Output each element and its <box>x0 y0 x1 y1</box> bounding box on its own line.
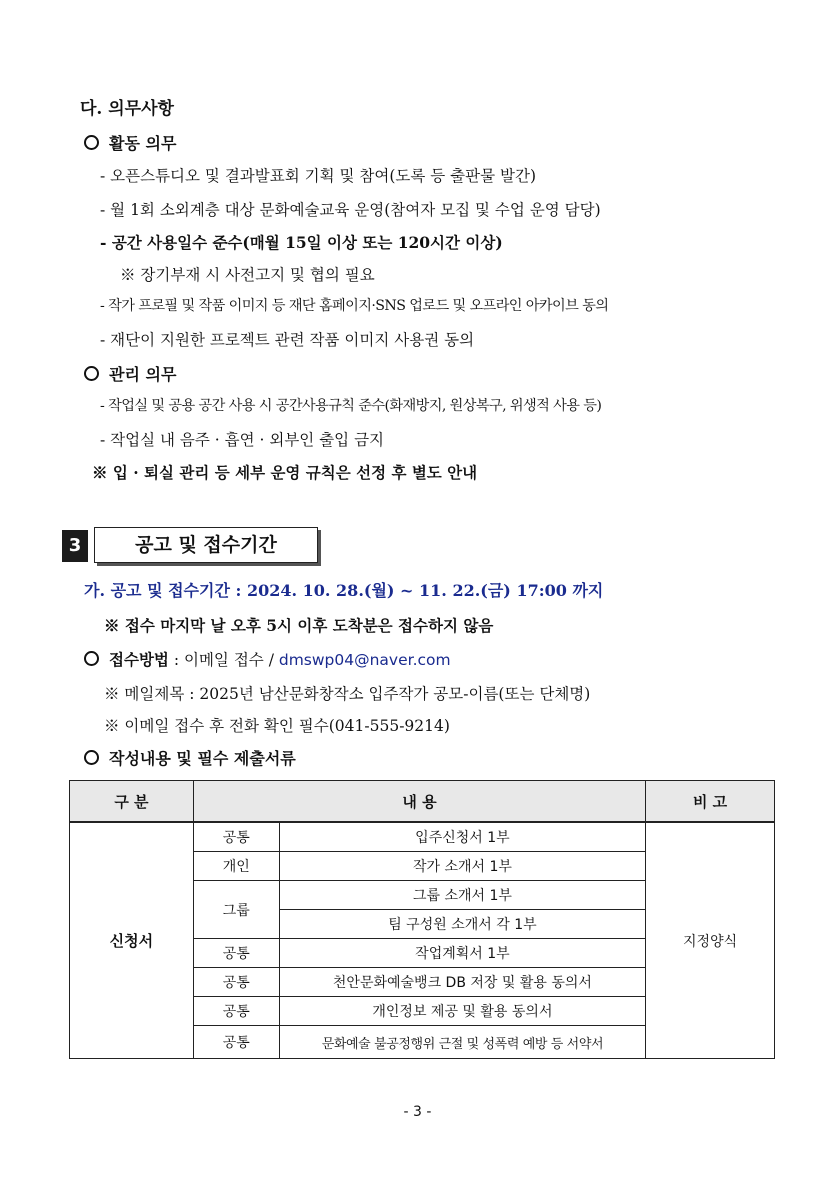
type-cell: 공통 <box>193 939 279 968</box>
activity-heading-label: 활동 의무 <box>109 134 177 153</box>
content-cell: 팀 구성원 소개서 각 1부 <box>279 910 645 939</box>
header-category: 구 분 <box>70 781 194 823</box>
management-item: - 작업실 및 공용 공간 사용 시 공간사용규칙 준수(화재방지, 원상복구, 위생적 사용 등) <box>100 398 602 414</box>
deadline-note: ※ 접수 마지막 날 오후 5시 이후 도착분은 접수하지 않음 <box>104 616 494 635</box>
activity-item: - 오픈스튜디오 및 결과발표회 기획 및 참여(도록 등 출판물 발간) <box>100 167 537 185</box>
management-heading-label: 관리 의무 <box>109 365 177 384</box>
method-label: 접수방법 <box>109 650 169 669</box>
header-remark: 비 고 <box>646 781 775 823</box>
content-cell: 작가 소개서 1부 <box>279 852 645 881</box>
documents-heading <box>84 746 296 769</box>
type-cell: 그룹 <box>193 881 279 939</box>
section-number-badge: 3 <box>62 530 88 562</box>
required-documents-table <box>69 780 775 1059</box>
type-cell: 공통 <box>193 1026 279 1059</box>
management-item: - 작업실 내 음주 · 흡연 · 외부인 출입 금지 <box>100 431 385 449</box>
activity-note: ※ 장기부재 시 사전고지 및 협의 필요 <box>120 266 375 284</box>
table-row <box>70 822 775 852</box>
content-cell: 문화예술 불공정행위 근절 및 성폭력 예방 등 서약서 <box>279 1026 645 1059</box>
activity-heading <box>84 131 176 154</box>
submission-method <box>84 648 451 670</box>
management-heading <box>84 362 176 385</box>
method-text: : 이메일 접수 / <box>168 651 279 669</box>
type-cell: 공통 <box>193 997 279 1026</box>
mail-subject-note: ※ 메일제목 : 2025년 남산문화창작소 입주작가 공모-이름(또는 단체명) <box>104 685 591 703</box>
content-cell: 천안문화예술뱅크 DB 저장 및 활용 동의서 <box>279 968 645 997</box>
activity-item: - 작가 프로필 및 작품 이미지 등 재단 홈페이지·SNS 업로드 및 오프라인 아카이브 동의 <box>100 298 609 314</box>
content-cell: 입주신청서 1부 <box>279 822 645 852</box>
circle-bullet-icon <box>84 366 99 381</box>
section-title-obligations: 다. 의무사항 <box>80 99 174 119</box>
phone-confirm-note: ※ 이메일 접수 후 전화 확인 필수(041-555-9214) <box>104 717 450 735</box>
application-period: 가. 공고 및 접수기간 : 2024. 10. 28.(월) ~ 11. 22.(금) 17:00 까지 <box>84 581 604 600</box>
header-content: 내 용 <box>193 781 645 823</box>
content-cell: 작업계획서 1부 <box>279 939 645 968</box>
table-header-row <box>70 781 775 823</box>
section-heading-box: 공고 및 접수기간 <box>94 527 318 563</box>
operation-rules-note: ※ 입 · 퇴실 관리 등 세부 운영 규칙은 선정 후 별도 안내 <box>92 463 478 482</box>
page-number: - 3 - <box>403 1104 432 1120</box>
circle-bullet-icon <box>84 651 99 666</box>
category-cell: 신청서 <box>70 822 194 1059</box>
activity-item: - 재단이 지원한 프로젝트 관련 작품 이미지 사용권 동의 <box>100 331 475 349</box>
circle-bullet-icon <box>84 135 99 150</box>
type-cell: 공통 <box>193 822 279 852</box>
remark-cell: 지정양식 <box>646 822 775 1059</box>
type-cell: 공통 <box>193 968 279 997</box>
email-address[interactable]: dmswp04@naver.com <box>278 651 451 669</box>
type-cell: 개인 <box>193 852 279 881</box>
content-cell: 개인정보 제공 및 활용 동의서 <box>279 997 645 1026</box>
documents-heading-label: 작성내용 및 필수 제출서류 <box>109 749 296 768</box>
circle-bullet-icon <box>84 750 99 765</box>
activity-item-emphasis: - 공간 사용일수 준수(매월 15일 이상 또는 120시간 이상) <box>100 233 503 252</box>
activity-item: - 월 1회 소외계층 대상 문화예술교육 운영(참여자 모집 및 수업 운영 담당) <box>100 201 601 219</box>
content-cell: 그룹 소개서 1부 <box>279 881 645 910</box>
